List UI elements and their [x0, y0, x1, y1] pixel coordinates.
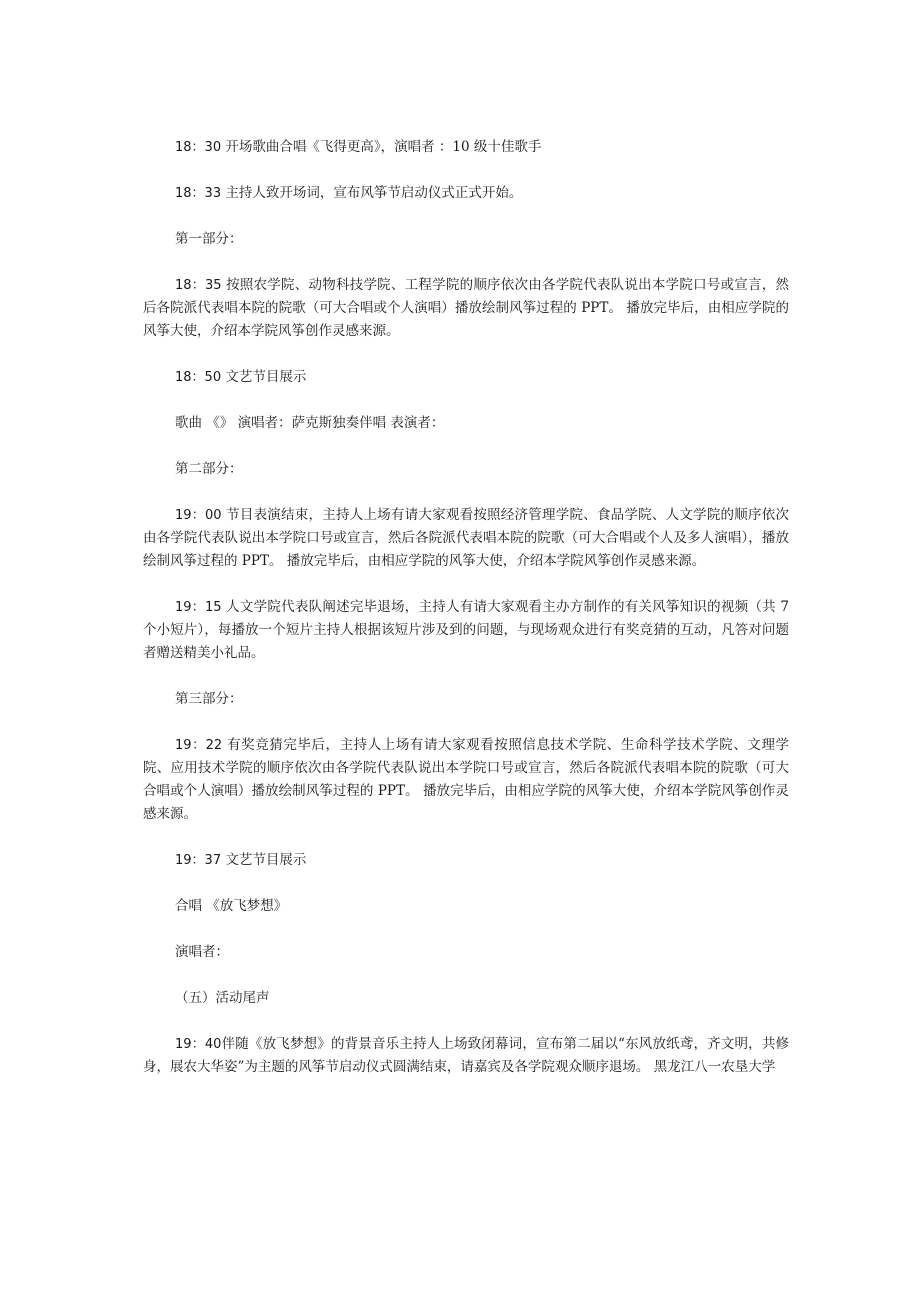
- paragraph-text: 合唱 《放飞梦想》: [175, 898, 288, 914]
- document-body: [143, 136, 789, 1102]
- paragraph-text: 伴随《放飞梦想》的背景音乐主持人上场致闭幕词，宣布第二届以“东风放纸鸢，齐文明，共修身，展农大华姿”为主题的风筝节启动仪式圆满结束，请嘉宾及各学院观众顺序退场。 黑龙江八一农垦大学: [143, 1036, 789, 1075]
- time-label: 18：33: [175, 186, 222, 201]
- paragraph-text: 文艺节目展示: [225, 369, 307, 385]
- paragraph-text: 歌曲 《》 演唱者：萨克斯独奏伴唱 表演者：: [175, 415, 445, 431]
- paragraph-video-quiz: [143, 596, 789, 665]
- paragraph-text: 主持人致开场词，宣布风筝节启动仪式正式开始。: [225, 185, 523, 201]
- time-label: 18：35: [175, 278, 222, 293]
- time-label: 19：37: [175, 853, 222, 868]
- paragraph-text: 第二部分：: [175, 461, 243, 477]
- time-label: 19：15: [175, 600, 222, 615]
- paragraph-text: 有奖竞猜完毕后，主持人上场有请大家观看按照信息技术学院、生命科学技术学院、文理学院、应用技术学院的顺序依次由各学院代表队说出本学院口号或宣言，然后各院派代表唱本院的院歌（可大合唱或个人演唱）播放绘制风筝过程的 PPT。 播放完毕后，由相应学院的风筝大使，介绍本学院风筝创作灵感来源。: [143, 737, 789, 822]
- time-label: 19：40: [175, 1037, 222, 1052]
- paragraph-performance-1: [175, 366, 789, 389]
- paragraph-text: 演唱者：: [175, 944, 229, 960]
- paragraph-closing-ceremony: [143, 1033, 789, 1079]
- time-label: 18：30: [175, 140, 222, 155]
- paragraph-text: 按照农学院、动物科技学院、工程学院的顺序依次由各学院代表队说出本学院口号或宣言，然后各院派代表唱本院的院歌（可大合唱或个人演唱）播放绘制风筝过程的 PPT。 播放完毕后，由相应学院的风筝大使，介绍本学院风筝创作灵感来源。: [143, 277, 789, 339]
- time-label: 19：00: [175, 508, 222, 523]
- paragraph-part-two-schedule: [143, 504, 789, 573]
- section-heading-closing: [175, 987, 789, 1010]
- paragraph-performer-label: [175, 941, 789, 964]
- paragraph-text: 人文学院代表队阐述完毕退场，主持人有请大家观看主办方制作的有关风筝知识的视频（共 7 个小短片），每播放一个短片主持人根据该短片涉及到的问题，与现场观众进行有奖竞猜的互动，凡答对问题者赠送精美小礼品。: [143, 599, 789, 661]
- time-label: 19：22: [175, 738, 223, 753]
- paragraph-text: 第三部分：: [175, 691, 243, 707]
- paragraph-text: 开场歌曲合唱《飞得更高》，演唱者 ：10 级十佳歌手: [225, 139, 542, 155]
- time-label: 18：50: [175, 370, 222, 385]
- paragraph-text: 第一部分：: [175, 231, 243, 247]
- paragraph-text: 节目表演结束，主持人上场有请大家观看按照经济管理学院、食品学院、人文学院的顺序依次由各学院代表队说出本学院口号或宣言，然后各院派代表唱本院的院歌（可大合唱或个人及多人演唱），播放绘制风筝过程的 PPT。 播放完毕后，由相应学院的风筝大使，介绍本学院风筝创作灵感来源。: [143, 507, 789, 569]
- section-heading-part-two: [175, 458, 789, 481]
- paragraph-part-three-schedule: [143, 734, 789, 826]
- paragraph-part-one-schedule: [143, 274, 789, 343]
- paragraph-performance-2: [175, 849, 789, 872]
- paragraph-chorus-info: [175, 895, 789, 918]
- paragraph-song-info: [175, 412, 789, 435]
- paragraph-opening-song: [175, 136, 789, 159]
- section-heading-part-one: [175, 228, 789, 251]
- section-heading-part-three: [175, 688, 789, 711]
- paragraph-text: （五）活动尾声: [175, 990, 270, 1006]
- paragraph-host-opening: [175, 182, 789, 205]
- paragraph-text: 文艺节目展示: [225, 852, 307, 868]
